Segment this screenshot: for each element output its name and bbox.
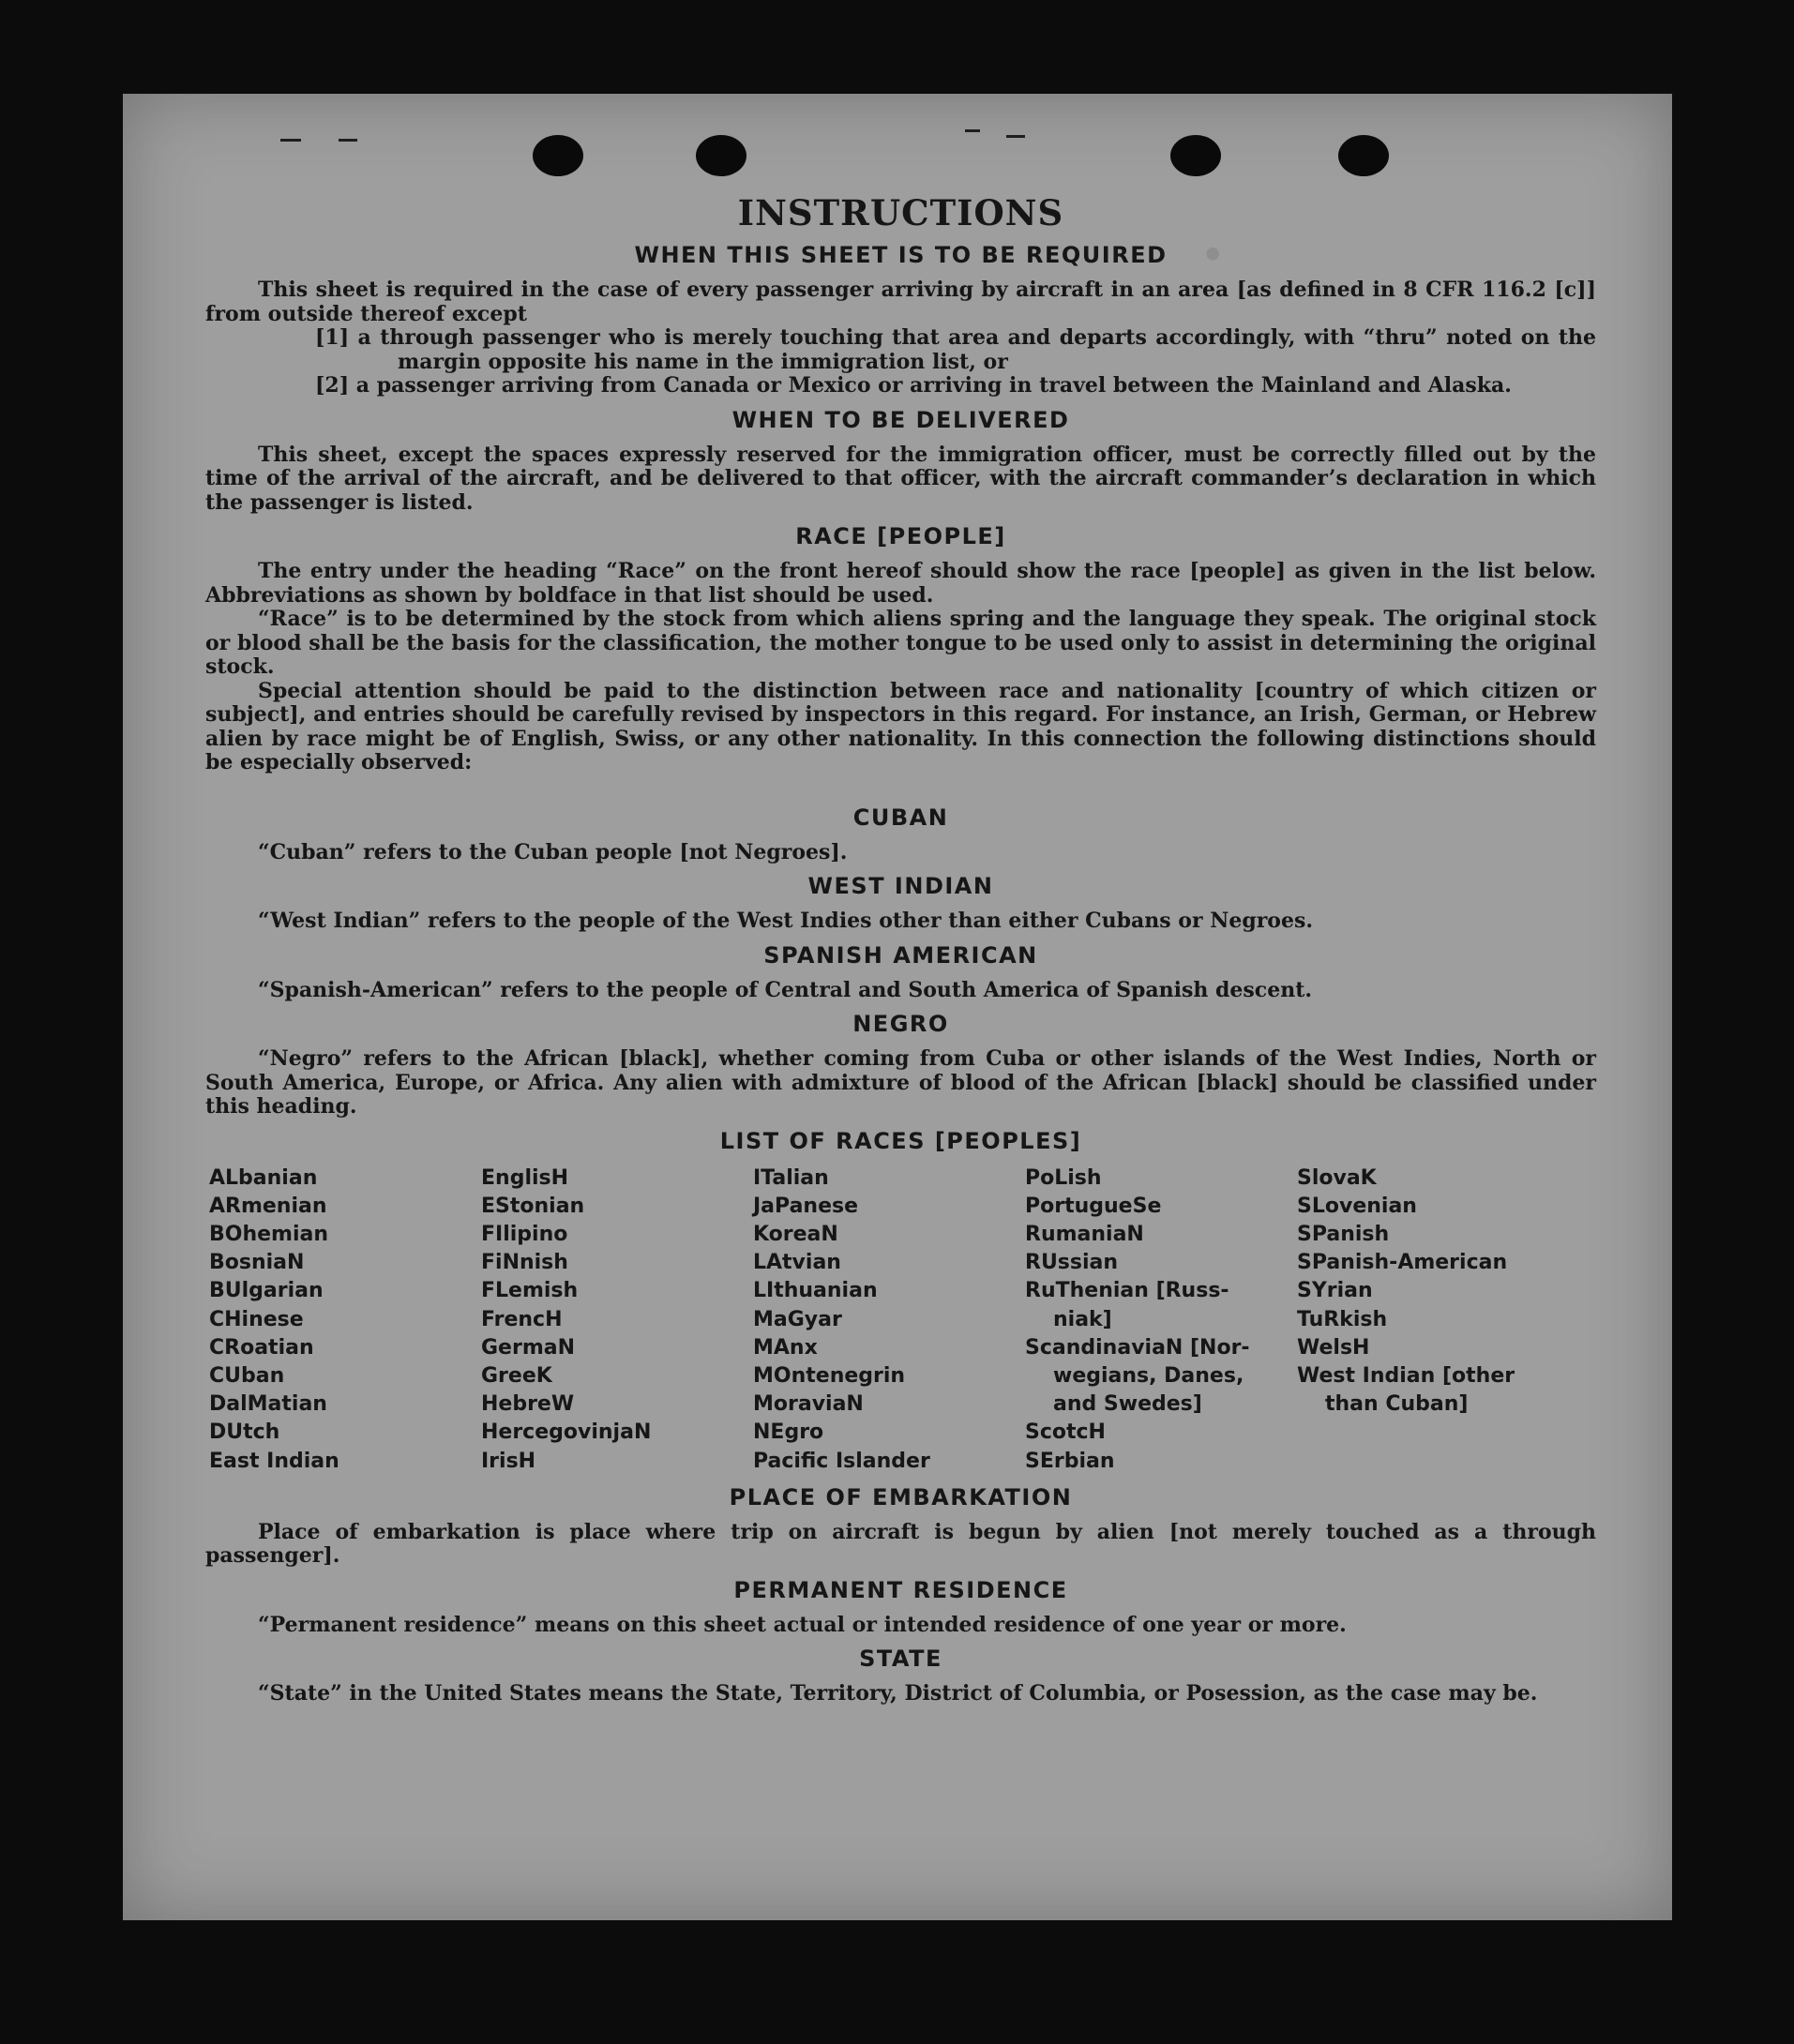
list-item: TuRkish (1297, 1307, 1388, 1331)
list-item: East Indian (209, 1449, 339, 1473)
list-item-continuation: and Swedes] (1053, 1392, 1202, 1417)
list-item: FrencH (481, 1307, 563, 1331)
scan-mark (965, 129, 980, 132)
list-item-continuation: wegians, Danes, (1053, 1363, 1244, 1388)
bleed-through-text: • (1201, 234, 1225, 276)
heading-place-of-embarkation: PLACE OF EMBARKATION (729, 1483, 1073, 1510)
list-item: ITalian (753, 1165, 829, 1190)
heading-west-indian: WEST INDIAN (807, 873, 994, 899)
list-item: SPanish-American (1297, 1251, 1508, 1275)
list-item: DUtch (209, 1420, 280, 1445)
list-item: LAtvian (753, 1251, 841, 1275)
list-item: JaPanese (753, 1194, 859, 1218)
list-item: GermaN (481, 1335, 576, 1360)
race-list (209, 1165, 1596, 1476)
list-item: FLemish (481, 1279, 579, 1303)
race-paragraph-2: “Race” is to be determined by the stock from which aliens spring and the language they speak. The original stock or blood shall be the basis for the classification, the mother tongue to be used only to assist in determining the original stock. (205, 607, 1596, 679)
race-column-1 (209, 1165, 481, 1476)
list-item: HercegovinjaN (481, 1420, 652, 1445)
cuban-text: “Cuban” refers to the Cuban people [not Negroes]. (258, 839, 848, 864)
list-item: ScotcH (1025, 1420, 1106, 1445)
heading-negro: NEGRO (852, 1011, 949, 1037)
required-text: This sheet is required in the case of every passenger arriving by aircraft in an area [as defined in 8 CFR 116.2 [c]] from outside thereof except (205, 278, 1596, 326)
list-item: DalMatian (209, 1392, 327, 1417)
punch-hole (533, 135, 583, 176)
race-paragraph-3: Special attention should be paid to the distinction between race and nationality [country of which citizen or subject], and entries should be carefully revised by inspectors in this regard. For instance, an Irish, German, or Hebrew alien by race might be of English, Swiss, or any other nationality. In this connection the following distinctions should be especially observed: (205, 678, 1596, 774)
list-item: KoreaN (753, 1222, 838, 1246)
race-column-5 (1297, 1165, 1569, 1476)
race-column-3 (753, 1165, 1025, 1476)
heading-race: RACE [PEOPLE] (795, 523, 1006, 549)
list-item: MAnx (753, 1335, 818, 1360)
list-item: SlovaK (1297, 1165, 1377, 1190)
punch-hole (696, 135, 746, 176)
list-item: NEgro (753, 1420, 824, 1445)
list-item: PortugueSe (1025, 1194, 1162, 1218)
instructions-body (205, 192, 1596, 1706)
race-column-4 (1025, 1165, 1297, 1476)
west-indian-text: “West Indian” refers to the people of the West Indies other than either Cubans or Negroes. (258, 909, 1314, 933)
heading-spanish-american: SPANISH AMERICAN (763, 941, 1038, 969)
heading-list-of-races: LIST OF RACES [PEOPLES] (719, 1127, 1082, 1154)
delivered-text: This sheet, except the spaces expressly reserved for the immigration officer, must be correctly filled out by the time of the arrival of the aircraft, and be delivered to that officer, with the aircraft commander’s declaration in which the passenger is listed. (205, 442, 1596, 515)
list-item: SErbian (1025, 1449, 1115, 1473)
list-item: EnglisH (481, 1165, 569, 1190)
page-title: INSTRUCTIONS (737, 192, 1064, 233)
list-item: EStonian (481, 1194, 585, 1218)
list-item: BosniaN (209, 1251, 305, 1275)
list-item: FIlipino (481, 1222, 568, 1246)
scan-mark (339, 139, 357, 142)
list-item: BUlgarian (209, 1279, 324, 1303)
list-item: BOhemian (209, 1222, 329, 1246)
list-item: SYrian (1297, 1279, 1373, 1303)
list-item: RuThenian [Russ- (1025, 1279, 1229, 1303)
heading-cuban: CUBAN (852, 804, 949, 831)
heading-permanent-residence: PERMANENT RESIDENCE (733, 1576, 1068, 1603)
punch-hole (1170, 135, 1221, 176)
residence-text: “Permanent residence” means on this sheet actual or intended residence of one year or more. (258, 1612, 1347, 1637)
list-item: SPanish (1297, 1222, 1390, 1246)
punch-hole (1338, 135, 1389, 176)
list-item: CHinese (209, 1307, 304, 1331)
list-item: ALbanian (209, 1165, 318, 1190)
race-column-2 (481, 1165, 753, 1476)
list-item: Pacific Islander (753, 1449, 930, 1473)
list-item: CRoatian (209, 1335, 314, 1360)
list-item-continuation: niak] (1053, 1307, 1112, 1331)
list-item: WelsH (1297, 1335, 1370, 1360)
required-exception-1: [1] a through passenger who is merely touching that area and departs accordingly, with “thru” noted on the margin opposite his name in the immigration list, or (315, 325, 1596, 374)
list-item: IrisH (481, 1449, 536, 1473)
list-item: MaGyar (753, 1307, 842, 1331)
list-item: LIthuanian (753, 1279, 878, 1303)
document-sheet (123, 94, 1672, 1920)
list-item: RUssian (1025, 1251, 1119, 1275)
list-item: PoLish (1025, 1165, 1102, 1190)
list-item: ScandinaviaN [Nor- (1025, 1335, 1250, 1360)
negro-text: “Negro” refers to the African [black], whether coming from Cuba or other islands of the West Indies, North or South America, Europe, or Africa. Any alien with admixture of blood of the African [black] should be classified under this heading. (205, 1046, 1596, 1119)
heading-when-delivered: WHEN TO BE DELIVERED (731, 406, 1070, 433)
list-item: RumaniaN (1025, 1222, 1144, 1246)
spanish-american-text: “Spanish-American” refers to the people of Central and South America of Spanish descent. (258, 977, 1313, 1002)
list-item: HebreW (481, 1392, 575, 1417)
scan-mark (1006, 135, 1025, 138)
list-item: SLovenian (1297, 1194, 1417, 1218)
list-item: West Indian [other (1297, 1363, 1515, 1388)
list-item: GreeK (481, 1363, 552, 1388)
list-item: ARmenian (209, 1194, 327, 1218)
list-item: FiNnish (481, 1251, 568, 1275)
list-item: CUban (209, 1363, 285, 1388)
race-paragraph-1: The entry under the heading “Race” on the front hereof should show the race [people] as given in the list below. Abbreviations as shown by boldface in that list should be used. (205, 559, 1596, 608)
embarkation-text: Place of embarkation is place where trip on aircraft is begun by alien [not merely touched as a through passenger]. (205, 1519, 1596, 1569)
list-item: MOntenegrin (753, 1363, 906, 1388)
heading-when-required: WHEN THIS SHEET IS TO BE REQUIRED (634, 242, 1168, 268)
list-item: MoraviaN (753, 1392, 864, 1417)
scan-mark (280, 139, 301, 142)
list-item-continuation: than Cuban] (1325, 1392, 1469, 1417)
heading-state: STATE (859, 1646, 942, 1673)
state-text: “State” in the United States means the State, Territory, District of Columbia, or Posession, as the case may be. (258, 1681, 1538, 1706)
required-exception-2: [2] a passenger arriving from Canada or Mexico or arriving in travel between the Mainland and Alaska. (315, 373, 1512, 398)
